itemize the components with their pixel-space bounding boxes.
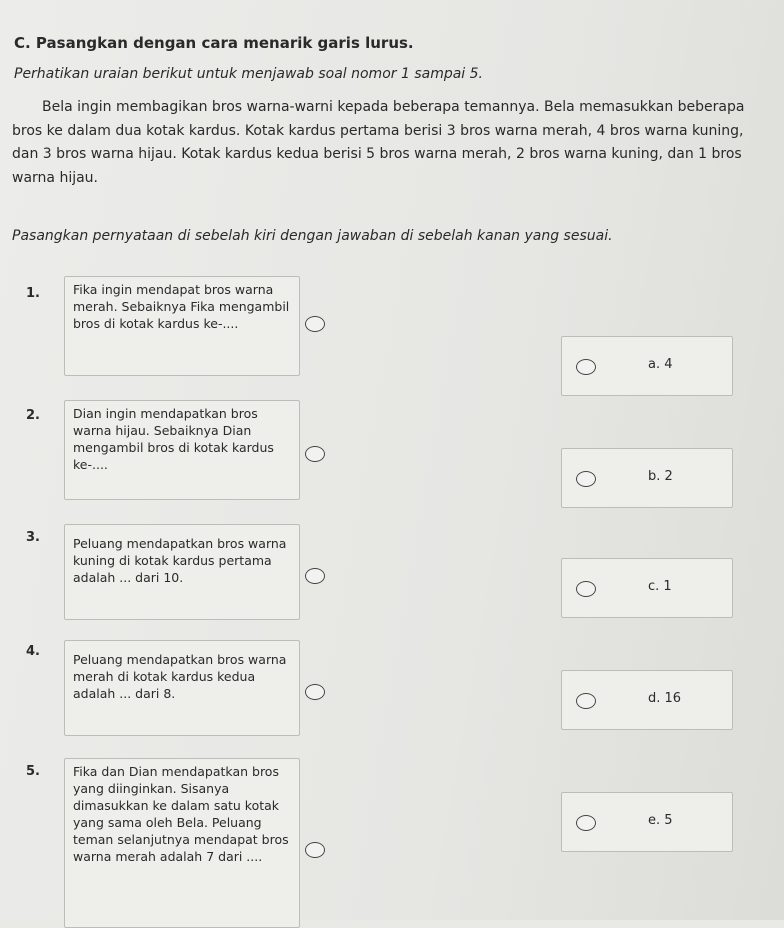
section-heading: C. Pasangkan dengan cara menarik garis lurus.: [14, 34, 414, 52]
question-connector-dot[interactable]: [305, 568, 325, 584]
question-connector-dot[interactable]: [305, 446, 325, 462]
question-number: 3.: [26, 530, 40, 545]
question-number: 2.: [26, 408, 40, 423]
question-box: [64, 276, 300, 376]
answer-box-b: [561, 448, 733, 508]
answer-label: c. 1: [648, 579, 672, 594]
match-instruction: Pasangkan pernyataan di sebelah kiri dengan jawaban di sebelah kanan yang sesuai.: [12, 228, 613, 244]
instruction-text: Perhatikan uraian berikut untuk menjawab soal nomor 1 sampai 5.: [14, 66, 483, 82]
answer-box-e: [561, 792, 733, 852]
question-number: 5.: [26, 764, 40, 779]
answer-label: b. 2: [648, 469, 673, 484]
answer-label: a. 4: [648, 357, 673, 372]
answer-box-d: [561, 670, 733, 730]
answer-connector-dot[interactable]: [576, 815, 596, 831]
question-text: Fika ingin mendapat bros warna merah. Sebaiknya Fika mengambil bros di kotak kardus ke-....: [73, 282, 290, 331]
question-number: 1.: [26, 286, 40, 301]
answer-label: d. 16: [648, 691, 682, 706]
question-box: [64, 640, 300, 736]
question-text: Dian ingin mendapatkan bros warna hijau. Sebaiknya Dian mengambil bros di kotak kardus ke-....: [73, 406, 274, 472]
question-connector-dot[interactable]: [305, 842, 325, 858]
question-box: [64, 524, 300, 620]
question-connector-dot[interactable]: [305, 684, 325, 700]
answer-box-a: [561, 336, 733, 396]
answer-label: e. 5: [648, 813, 673, 828]
answer-connector-dot[interactable]: [576, 471, 596, 487]
answer-box-c: [561, 558, 733, 618]
question-text: Peluang mendapatkan bros warna kuning di kotak kardus pertama adalah ... dari 10.: [73, 536, 287, 585]
question-number: 4.: [26, 644, 40, 659]
question-text: Peluang mendapatkan bros warna merah di kotak kardus kedua adalah ... dari 8.: [73, 652, 287, 701]
answer-connector-dot[interactable]: [576, 693, 596, 709]
story-paragraph: Bela ingin membagikan bros warna-warni kepada beberapa temannya. Bela memasukkan beberapa bros ke dalam dua kotak kardus. Kotak kardus pertama berisi 3 bros warna merah, 4 bros warna kuning, dan 3 bros warna hijau. Kotak kardus kedua berisi 5 bros warna merah, 2 bros warna kuning, dan 1 bros warna hijau.: [12, 99, 745, 186]
question-connector-dot[interactable]: [305, 316, 325, 332]
answer-connector-dot[interactable]: [576, 581, 596, 597]
question-box: [64, 400, 300, 500]
answer-connector-dot[interactable]: [576, 359, 596, 375]
question-text: Fika dan Dian mendapatkan bros yang diinginkan. Sisanya dimasukkan ke dalam satu kotak yang sama oleh Bela. Peluang teman selanjutnya mendapat bros warna merah adalah 7 dari ....: [73, 764, 289, 864]
question-box: [64, 758, 300, 928]
